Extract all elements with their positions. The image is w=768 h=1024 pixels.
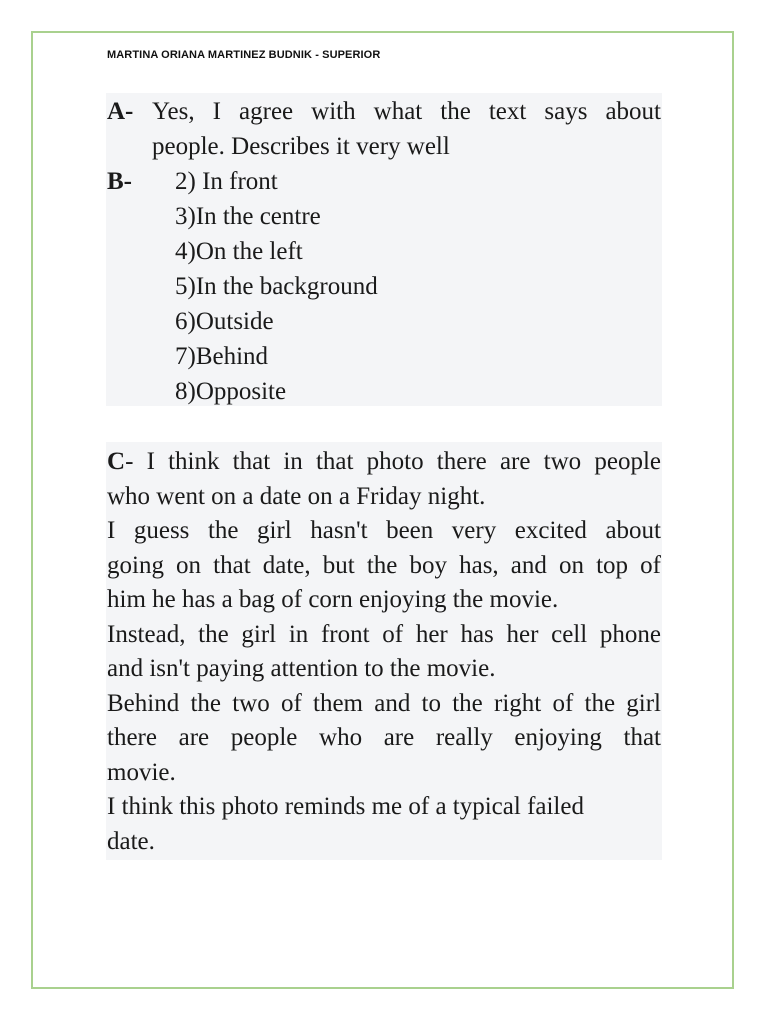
section-b-list (175, 164, 378, 409)
section-a-letter: A- (107, 98, 134, 125)
section-a-line-1: Yes, I agree with what the text says about (152, 98, 661, 125)
list-item: 3)In the centre (175, 203, 321, 230)
section-c-line: I think this photo reminds me of a typical failed (107, 793, 584, 820)
section-c-line: going on that date, but the boy has, and on top of (107, 551, 661, 579)
section-c-line: and isn't paying attention to the movie. (107, 655, 496, 682)
section-c-line: date. (107, 827, 155, 855)
section-c-line: who went on a date on a Friday night. (107, 482, 486, 510)
list-item: 7)Behind (175, 343, 269, 370)
list-item: 2) In front (175, 168, 278, 195)
section-c-line: movie. (107, 758, 176, 786)
section-c-line: him he has a bag of corn enjoying the movie. (107, 586, 559, 613)
section-c-line (107, 445, 661, 480)
section-c-paragraph (107, 445, 661, 859)
list-item: 8)Opposite (175, 378, 287, 405)
section-c-line: Behind the two of them and to the right of the girl (107, 689, 661, 717)
section-a-line-2: people. Describes it very well (152, 133, 450, 160)
section-c-line: I guess the girl hasn't been very excited about (107, 517, 661, 544)
section-b-letter: B- (107, 168, 132, 195)
list-item: 4)On the left (175, 238, 303, 265)
section-c-line: there are people who are really enjoying that (107, 724, 661, 751)
section-c-line-text: - I think that in that photo there are two people (125, 448, 661, 475)
section-c-line: Instead, the girl in front of her has her cell phone (107, 620, 661, 648)
list-item: 6)Outside (175, 308, 274, 335)
section-c-letter: C (107, 448, 126, 475)
author-header: MARTINA ORIANA MARTINEZ BUDNIK - SUPERIOR (107, 49, 381, 61)
list-item: 5)In the background (175, 273, 378, 300)
